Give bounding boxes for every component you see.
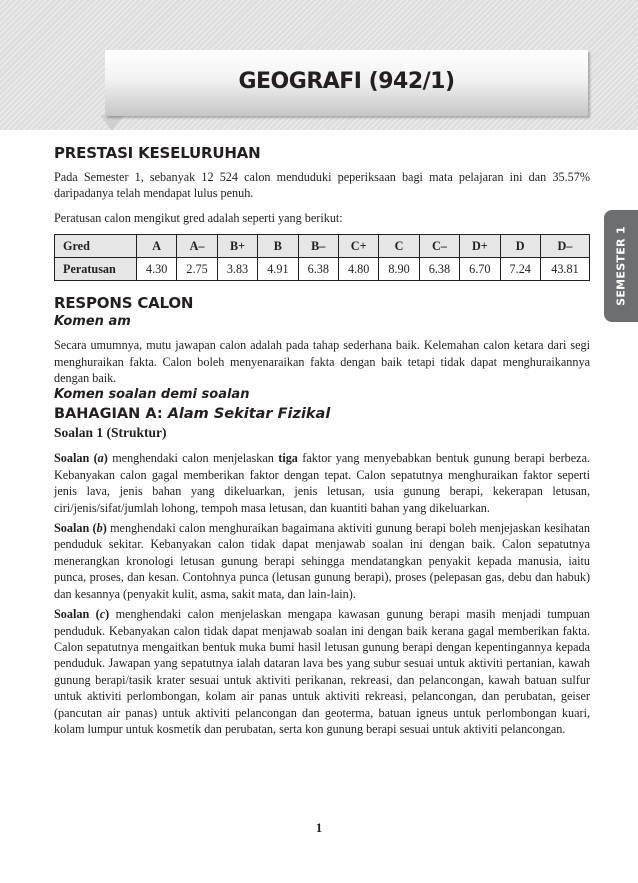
answer-a-label: (a) — [93, 451, 108, 466]
answer-c-word: Soalan — [54, 607, 90, 622]
main-content — [54, 143, 590, 737]
grade-cell: C– — [419, 235, 459, 258]
percentage-cell: 4.80 — [338, 258, 378, 281]
grade-cell: D — [500, 235, 540, 258]
answer-a-text: faktor yang menyebabkan bentuk gunung berapi berbeza. Kebanyakan calon gagal memberikan faktor dengan tepat. Calon sepatutnya menghuraikan faktor seperti jenis lava, jenis bahan yang dikeluarkan, jenis letusan, usia gunung berapi, kekerapan letusan, ciri/jenis/sifat/jumlah lohong, tempoh masa letusan, dan kuantiti bahan yang dikeluarkan. — [54, 451, 591, 515]
answer-a-intro: menghendaki calon menjelaskan — [112, 451, 274, 466]
grade-cell: B — [258, 235, 298, 258]
page-title: GEOGRAFI (942/1) — [238, 69, 455, 94]
percentage-cell: 7.24 — [500, 258, 540, 281]
answer-b-paragraph — [54, 520, 590, 602]
prestasi-paragraph: Pada Semester 1, sebanyak 12 524 calon menduduki peperiksaan bagi mata pelajaran ini dan 35.57% daripadanya telah mendapat lulus penuh. — [54, 170, 590, 201]
grade-row — [55, 235, 590, 258]
percentage-cell: 4.91 — [258, 258, 298, 281]
komen-am-paragraph: Secara umumnya, mutu jawapan calon adalah pada tahap sederhana baik. Kelemahan calon ketara dari segi menghuraikan fakta. Calon boleh menyenaraikan fakta dengan baik tetapi tidak dapat menghuraikannya dengan baik. — [54, 338, 590, 386]
percentage-cell: 6.38 — [419, 258, 459, 281]
page-number: 1 — [315, 820, 323, 835]
answer-a-paragraph — [54, 450, 590, 516]
komen-am-heading: Komen am — [54, 314, 131, 330]
percentage-cell: 43.81 — [540, 258, 589, 281]
percentage-row — [55, 258, 590, 281]
percentage-cell: 6.38 — [298, 258, 338, 281]
grade-intro: Peratusan calon mengikut gred adalah seperti yang berikut: — [54, 210, 343, 225]
answer-b-word: Soalan — [54, 521, 90, 536]
title-banner — [105, 50, 588, 116]
title-notch — [100, 115, 124, 131]
grade-cell: A — [137, 235, 177, 258]
semester-side-tab — [604, 210, 638, 322]
percentage-cell: 6.70 — [460, 258, 500, 281]
answer-b-text: menghendaki calon menghuraikan bagaimana aktiviti gunung berapi boleh menjejaskan kesihatan penduduk sekitar. Kebanyakan calon tidak dapat menjawab soalan ini dengan baik. Calon sepatutnya menerangkan kronologi letusan gunung berapi sehingga mendatangkan penyakit kepada manusia, iaitu punca, proses, dan kesan. Contohnya punca (letusan gunung berapi), proses (pelepasan gas, debu dan habuk) dan kesannya (penyakit kulit, asma, sakit mata, dan lain-lain). — [54, 521, 590, 601]
respons-heading: RESPONS CALON — [54, 294, 194, 313]
komen-soalan-heading: Komen soalan demi soalan — [54, 387, 250, 403]
grade-row-label: Gred — [55, 235, 137, 258]
answer-b-label: (b) — [92, 521, 107, 536]
grade-cell: B– — [298, 235, 338, 258]
soalan-1-title: Soalan 1 (Struktur) — [54, 425, 167, 441]
answer-c-paragraph — [54, 606, 590, 737]
grade-cell: C — [379, 235, 419, 258]
bahagian-title: Alam Sekitar Fizikal — [167, 406, 331, 423]
grade-cell: A– — [177, 235, 217, 258]
percentage-row-label: Peratusan — [55, 258, 137, 281]
percentage-cell: 2.75 — [177, 258, 217, 281]
percentage-cell: 4.30 — [137, 258, 177, 281]
bahagian-prefix: BAHAGIAN A: — [54, 406, 163, 423]
grade-cell: D– — [540, 235, 589, 258]
grade-cell: B+ — [217, 235, 257, 258]
answer-a-emphasis: tiga — [278, 451, 298, 466]
answer-c-label: (c) — [95, 607, 110, 622]
answer-a-word: Soalan — [54, 451, 90, 466]
percentage-cell: 8.90 — [379, 258, 419, 281]
grade-cell: C+ — [338, 235, 378, 258]
prestasi-heading: PRESTASI KESELURUHAN — [54, 144, 261, 162]
bahagian-heading — [54, 404, 590, 424]
grade-table — [54, 234, 590, 281]
answer-c-text: menghendaki calon menjelaskan mengapa kawasan gunung berapi masih menjadi tumpuan penduduk. Kebanyakan calon tidak dapat menjawab soalan ini dengan baik kerana gagal memberikan fakta. Calon sepatutnya mengaitkan bentuk muka bumi hasil letusan gunung berapi dengan kepentingannya kepada penduduk. Jawapan yang sepatutnya ialah dataran lava bes yang subur sesuai untuk aktiviti pertanian, kawah gunung berapi/tasik krater sesuai untuk aktiviti perikanan, rekreasi, dan pelancongan, kawah batuan sulfur untuk aktiviti perlombongan, kolam air panas untuk aktiviti rekreasi, pelancongan, dan perubatan, geiser (pancutan air panas) untuk aktiviti pelancongan dan geoterma, batuan igneus untuk perlombongan kuari, kolam lumpur untuk kosmetik dan perubatan, serta kon gunung berapi sesuai untuk aktiviti pelancongan. — [54, 607, 590, 736]
percentage-cell: 3.83 — [217, 258, 257, 281]
grade-cell: D+ — [460, 235, 500, 258]
semester-label: SEMESTER 1 — [614, 226, 628, 306]
